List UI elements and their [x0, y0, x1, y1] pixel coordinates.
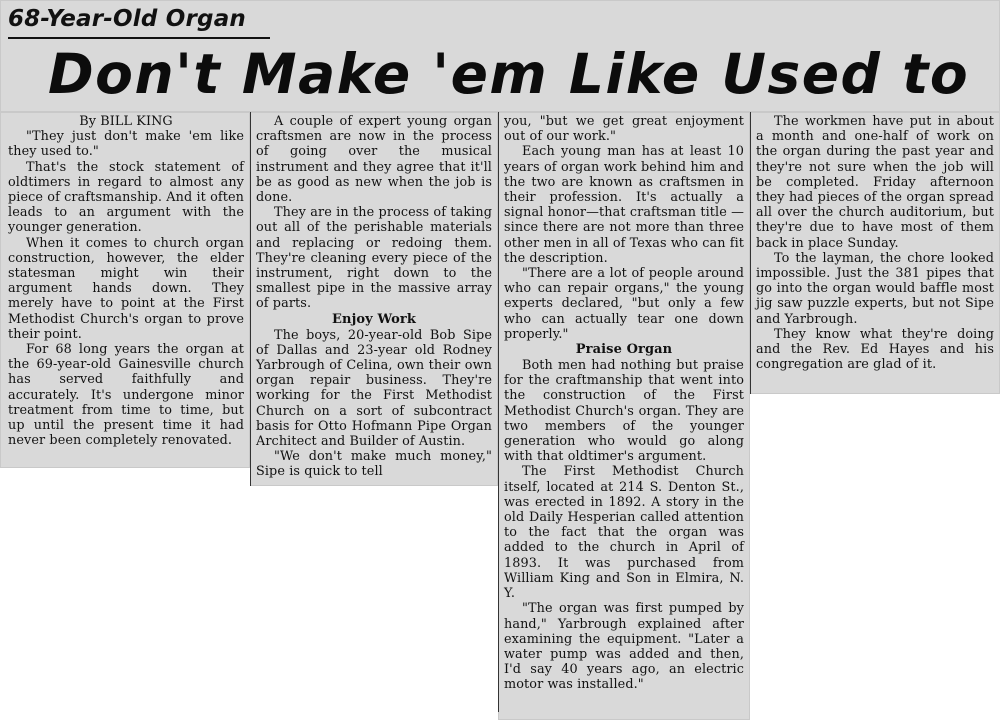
- paragraph: you, "but we get great enjoyment out of our work.": [504, 114, 744, 145]
- paragraph: They are in the process of taking out all of the perishable materials and replacing or redoing them. They're cleaning every piece of the instrument, right down to the smallest pipe in the massive array of parts.: [256, 205, 492, 312]
- article-column-4: [756, 114, 994, 372]
- paragraph: That's the stock statement of oldtimers in regard to almost any piece of craftsmanship. And it often leads to an argument with the younger generation.: [8, 159, 244, 236]
- kicker-label: 68-Year-Old Organ: [8, 6, 247, 32]
- article-column-1: [8, 114, 244, 448]
- paragraph: For 68 long years the organ at the 69-year-old Gainesville church has served faithfully and accurately. It's undergone minor treatment from time to time, but up until the present time it had never been completely renovated.: [8, 342, 244, 449]
- paragraph: "The organ was first pumped by hand," Yarbrough explained after examining the equipment. "Later a water pump was added and then, I'd say 40 years ago, an electric motor was installed.": [504, 601, 744, 693]
- paragraph: The First Methodist Church itself, located at 214 S. Denton St., was erected in 1892. A story in the old Daily Hesperian called attention to the fact that the organ was added to the church in April of 1893. It was purchased from William King and Son in Elmira, N. Y.: [504, 464, 744, 602]
- paragraph: A couple of expert young organ craftsmen are now in the process of going over the musical instrument and they agree that it'll be as good as new when the job is done.: [256, 114, 492, 206]
- headline: Don't Make 'em Like Used to: [48, 42, 970, 106]
- article-column-2: [256, 114, 492, 480]
- paragraph: The workmen have put in about a month and one-half of work on the organ during the past year and they're not sure when the job will be completed. Friday afternoon they had pieces of the organ spread all over the church auditorium, but they're due to have most of them back in place Sunday.: [756, 114, 994, 251]
- column-rule: [498, 112, 499, 712]
- kicker-rule: [8, 37, 270, 39]
- article-column-3: [504, 114, 744, 693]
- column-rule: [750, 112, 751, 394]
- paragraph: When it comes to church organ construction, however, the elder statesman might win their argument hands down. They merely have to point at the First Methodist Church's organ to prove their point.: [8, 235, 244, 342]
- paragraph: The boys, 20-year-old Bob Sipe of Dallas and 23-year old Rodney Yarbrough of Celina, own their own organ repair business. They're working for the First Methodist Church on a sort of subcontract basis for Otto Hofmann Pipe Organ Architect and Builder of Austin.: [256, 327, 492, 450]
- paragraph: Each young man has at least 10 years of organ work behind him and the two are known as craftsmen in their profession. It's actually a signal honor—that craftsman title — since there are not more than three other men in all of Texas who can fit the description.: [504, 144, 744, 266]
- paragraph: Both men had nothing but praise for the craftmanship that went into the construction of the First Methodist Church's organ. They are two members of the younger generation who would go along with that oldtimer's argument.: [504, 358, 744, 465]
- byline: By BILL KING: [79, 114, 173, 129]
- paragraph: They know what they're doing and the Rev. Ed Hayes and his congregation are glad of it.: [756, 326, 994, 373]
- subhead-praise-organ: Praise Organ: [575, 342, 673, 358]
- subhead-enjoy-work: Enjoy Work: [332, 311, 416, 327]
- paragraph: "They just don't make 'em like they used to.": [8, 129, 244, 160]
- paragraph: "There are a lot of people around who can repair organs," the young experts declared, "but only a few who can actually tear one down properly.": [504, 266, 744, 342]
- paragraph: To the layman, the chore looked impossible. Just the 381 pipes that go into the organ would baffle most jig saw puzzle experts, but not Sipe and Yarbrough.: [756, 250, 994, 327]
- column-rule: [250, 112, 251, 486]
- paragraph: "We don't make much money," Sipe is quick to tell: [256, 449, 492, 480]
